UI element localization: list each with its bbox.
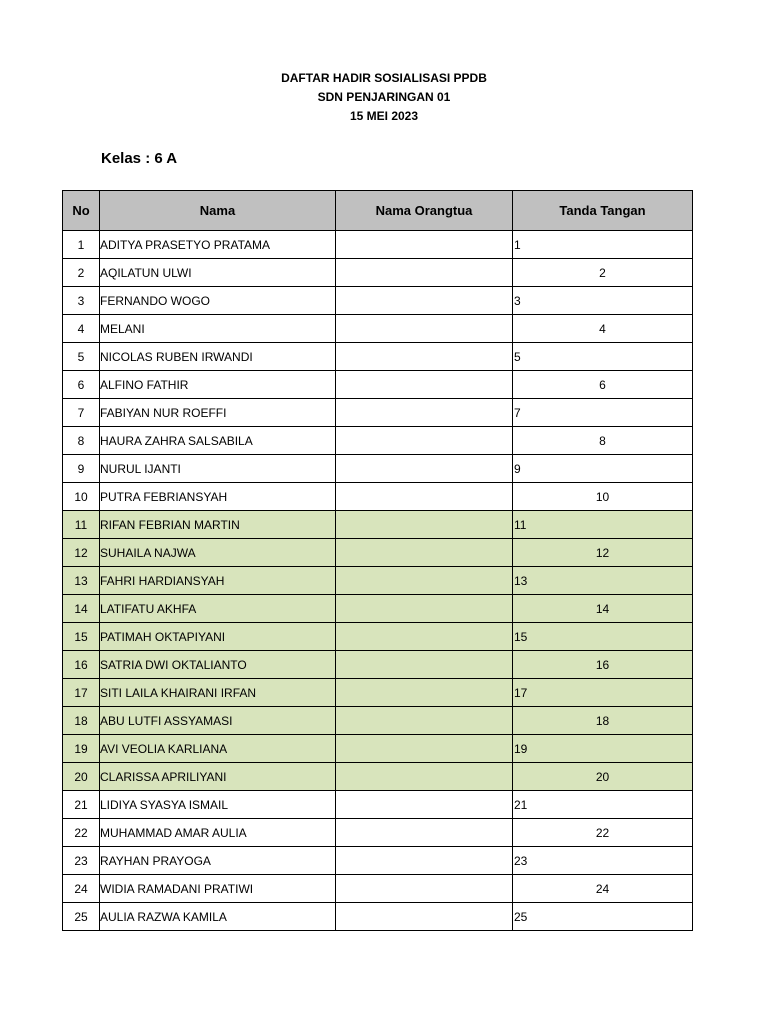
parent-name-cell (336, 623, 513, 651)
table-header-row (63, 191, 693, 231)
parent-name-cell (336, 399, 513, 427)
row-number: 13 (63, 567, 100, 595)
student-name: MUHAMMAD AMAR AULIA (100, 819, 336, 847)
student-name: RAYHAN PRAYOGA (100, 847, 336, 875)
document-title (0, 69, 768, 126)
signature-cell: 21 (513, 791, 693, 819)
student-name: AVI VEOLIA KARLIANA (100, 735, 336, 763)
table-row (63, 763, 693, 791)
table-row (63, 819, 693, 847)
table-row (63, 343, 693, 371)
student-name: WIDIA RAMADANI PRATIWI (100, 875, 336, 903)
table-row (63, 707, 693, 735)
parent-name-cell (336, 791, 513, 819)
table-row (63, 427, 693, 455)
title-line-3: 15 MEI 2023 (349, 109, 419, 123)
student-name: SUHAILA NAJWA (100, 539, 336, 567)
class-label: Kelas : 6 A (101, 150, 178, 167)
parent-name-cell (336, 819, 513, 847)
parent-name-cell (336, 847, 513, 875)
signature-cell: 23 (513, 847, 693, 875)
student-name: FABIYAN NUR ROEFFI (100, 399, 336, 427)
header-tanda-tangan: Tanda Tangan (513, 191, 693, 231)
student-name: ADITYA PRASETYO PRATAMA (100, 231, 336, 259)
parent-name-cell (336, 903, 513, 931)
row-number: 10 (63, 483, 100, 511)
signature-cell: 25 (513, 903, 693, 931)
parent-name-cell (336, 371, 513, 399)
attendance-table (62, 190, 693, 931)
signature-cell: 17 (513, 679, 693, 707)
signature-cell: 22 (513, 819, 693, 847)
table-row (63, 623, 693, 651)
table-row (63, 735, 693, 763)
parent-name-cell (336, 707, 513, 735)
row-number: 18 (63, 707, 100, 735)
table-row (63, 679, 693, 707)
signature-cell: 9 (513, 455, 693, 483)
signature-cell: 24 (513, 875, 693, 903)
student-name: NURUL IJANTI (100, 455, 336, 483)
parent-name-cell (336, 735, 513, 763)
signature-cell: 13 (513, 567, 693, 595)
signature-cell: 12 (513, 539, 693, 567)
row-number: 1 (63, 231, 100, 259)
signature-cell: 18 (513, 707, 693, 735)
signature-cell: 14 (513, 595, 693, 623)
student-name: FAHRI HARDIANSYAH (100, 567, 336, 595)
table-row (63, 511, 693, 539)
title-line-1: DAFTAR HADIR SOSIALISASI PPDB (281, 71, 487, 85)
student-name: AQILATUN ULWI (100, 259, 336, 287)
row-number: 20 (63, 763, 100, 791)
parent-name-cell (336, 539, 513, 567)
signature-cell: 5 (513, 343, 693, 371)
parent-name-cell (336, 763, 513, 791)
signature-cell: 11 (513, 511, 693, 539)
row-number: 4 (63, 315, 100, 343)
signature-cell: 10 (513, 483, 693, 511)
student-name: LIDIYA SYASYA ISMAIL (100, 791, 336, 819)
signature-cell: 19 (513, 735, 693, 763)
student-name: CLARISSA APRILIYANI (100, 763, 336, 791)
row-number: 12 (63, 539, 100, 567)
row-number: 21 (63, 791, 100, 819)
student-name: HAURA ZAHRA SALSABILA (100, 427, 336, 455)
signature-cell: 2 (513, 259, 693, 287)
table-row (63, 903, 693, 931)
row-number: 2 (63, 259, 100, 287)
row-number: 14 (63, 595, 100, 623)
parent-name-cell (336, 455, 513, 483)
signature-cell: 20 (513, 763, 693, 791)
row-number: 3 (63, 287, 100, 315)
table-row (63, 371, 693, 399)
signature-cell: 7 (513, 399, 693, 427)
signature-cell: 1 (513, 231, 693, 259)
table-row (63, 231, 693, 259)
table-row (63, 399, 693, 427)
title-line-2: SDN PENJARINGAN 01 (317, 90, 451, 104)
row-number: 25 (63, 903, 100, 931)
signature-cell: 15 (513, 623, 693, 651)
row-number: 9 (63, 455, 100, 483)
row-number: 15 (63, 623, 100, 651)
table-row (63, 791, 693, 819)
signature-cell: 3 (513, 287, 693, 315)
row-number: 23 (63, 847, 100, 875)
header-nama-orangtua: Nama Orangtua (336, 191, 513, 231)
table-row (63, 847, 693, 875)
parent-name-cell (336, 427, 513, 455)
table-body (63, 231, 693, 931)
parent-name-cell (336, 315, 513, 343)
parent-name-cell (336, 259, 513, 287)
row-number: 16 (63, 651, 100, 679)
signature-cell: 6 (513, 371, 693, 399)
row-number: 19 (63, 735, 100, 763)
student-name: ALFINO FATHIR (100, 371, 336, 399)
parent-name-cell (336, 595, 513, 623)
header-nama: Nama (100, 191, 336, 231)
parent-name-cell (336, 483, 513, 511)
parent-name-cell (336, 231, 513, 259)
table-row (63, 595, 693, 623)
parent-name-cell (336, 343, 513, 371)
row-number: 5 (63, 343, 100, 371)
student-name: LATIFATU AKHFA (100, 595, 336, 623)
table-row (63, 567, 693, 595)
student-name: ABU LUTFI ASSYAMASI (100, 707, 336, 735)
row-number: 24 (63, 875, 100, 903)
row-number: 11 (63, 511, 100, 539)
table-row (63, 539, 693, 567)
parent-name-cell (336, 679, 513, 707)
signature-cell: 16 (513, 651, 693, 679)
student-name: RIFAN FEBRIAN MARTIN (100, 511, 336, 539)
signature-cell: 8 (513, 427, 693, 455)
student-name: AULIA RAZWA KAMILA (100, 903, 336, 931)
student-name: MELANI (100, 315, 336, 343)
row-number: 6 (63, 371, 100, 399)
row-number: 22 (63, 819, 100, 847)
row-number: 17 (63, 679, 100, 707)
student-name: PUTRA FEBRIANSYAH (100, 483, 336, 511)
parent-name-cell (336, 567, 513, 595)
table-row (63, 259, 693, 287)
table-row (63, 483, 693, 511)
table-row (63, 315, 693, 343)
student-name: PATIMAH OKTAPIYANI (100, 623, 336, 651)
signature-cell: 4 (513, 315, 693, 343)
parent-name-cell (336, 875, 513, 903)
table-row (63, 455, 693, 483)
row-number: 8 (63, 427, 100, 455)
table-row (63, 651, 693, 679)
table-row (63, 287, 693, 315)
table-row (63, 875, 693, 903)
parent-name-cell (336, 511, 513, 539)
student-name: FERNANDO WOGO (100, 287, 336, 315)
row-number: 7 (63, 399, 100, 427)
parent-name-cell (336, 287, 513, 315)
header-no: No (63, 191, 100, 231)
student-name: SATRIA DWI OKTALIANTO (100, 651, 336, 679)
parent-name-cell (336, 651, 513, 679)
student-name: SITI LAILA KHAIRANI IRFAN (100, 679, 336, 707)
student-name: NICOLAS RUBEN IRWANDI (100, 343, 336, 371)
